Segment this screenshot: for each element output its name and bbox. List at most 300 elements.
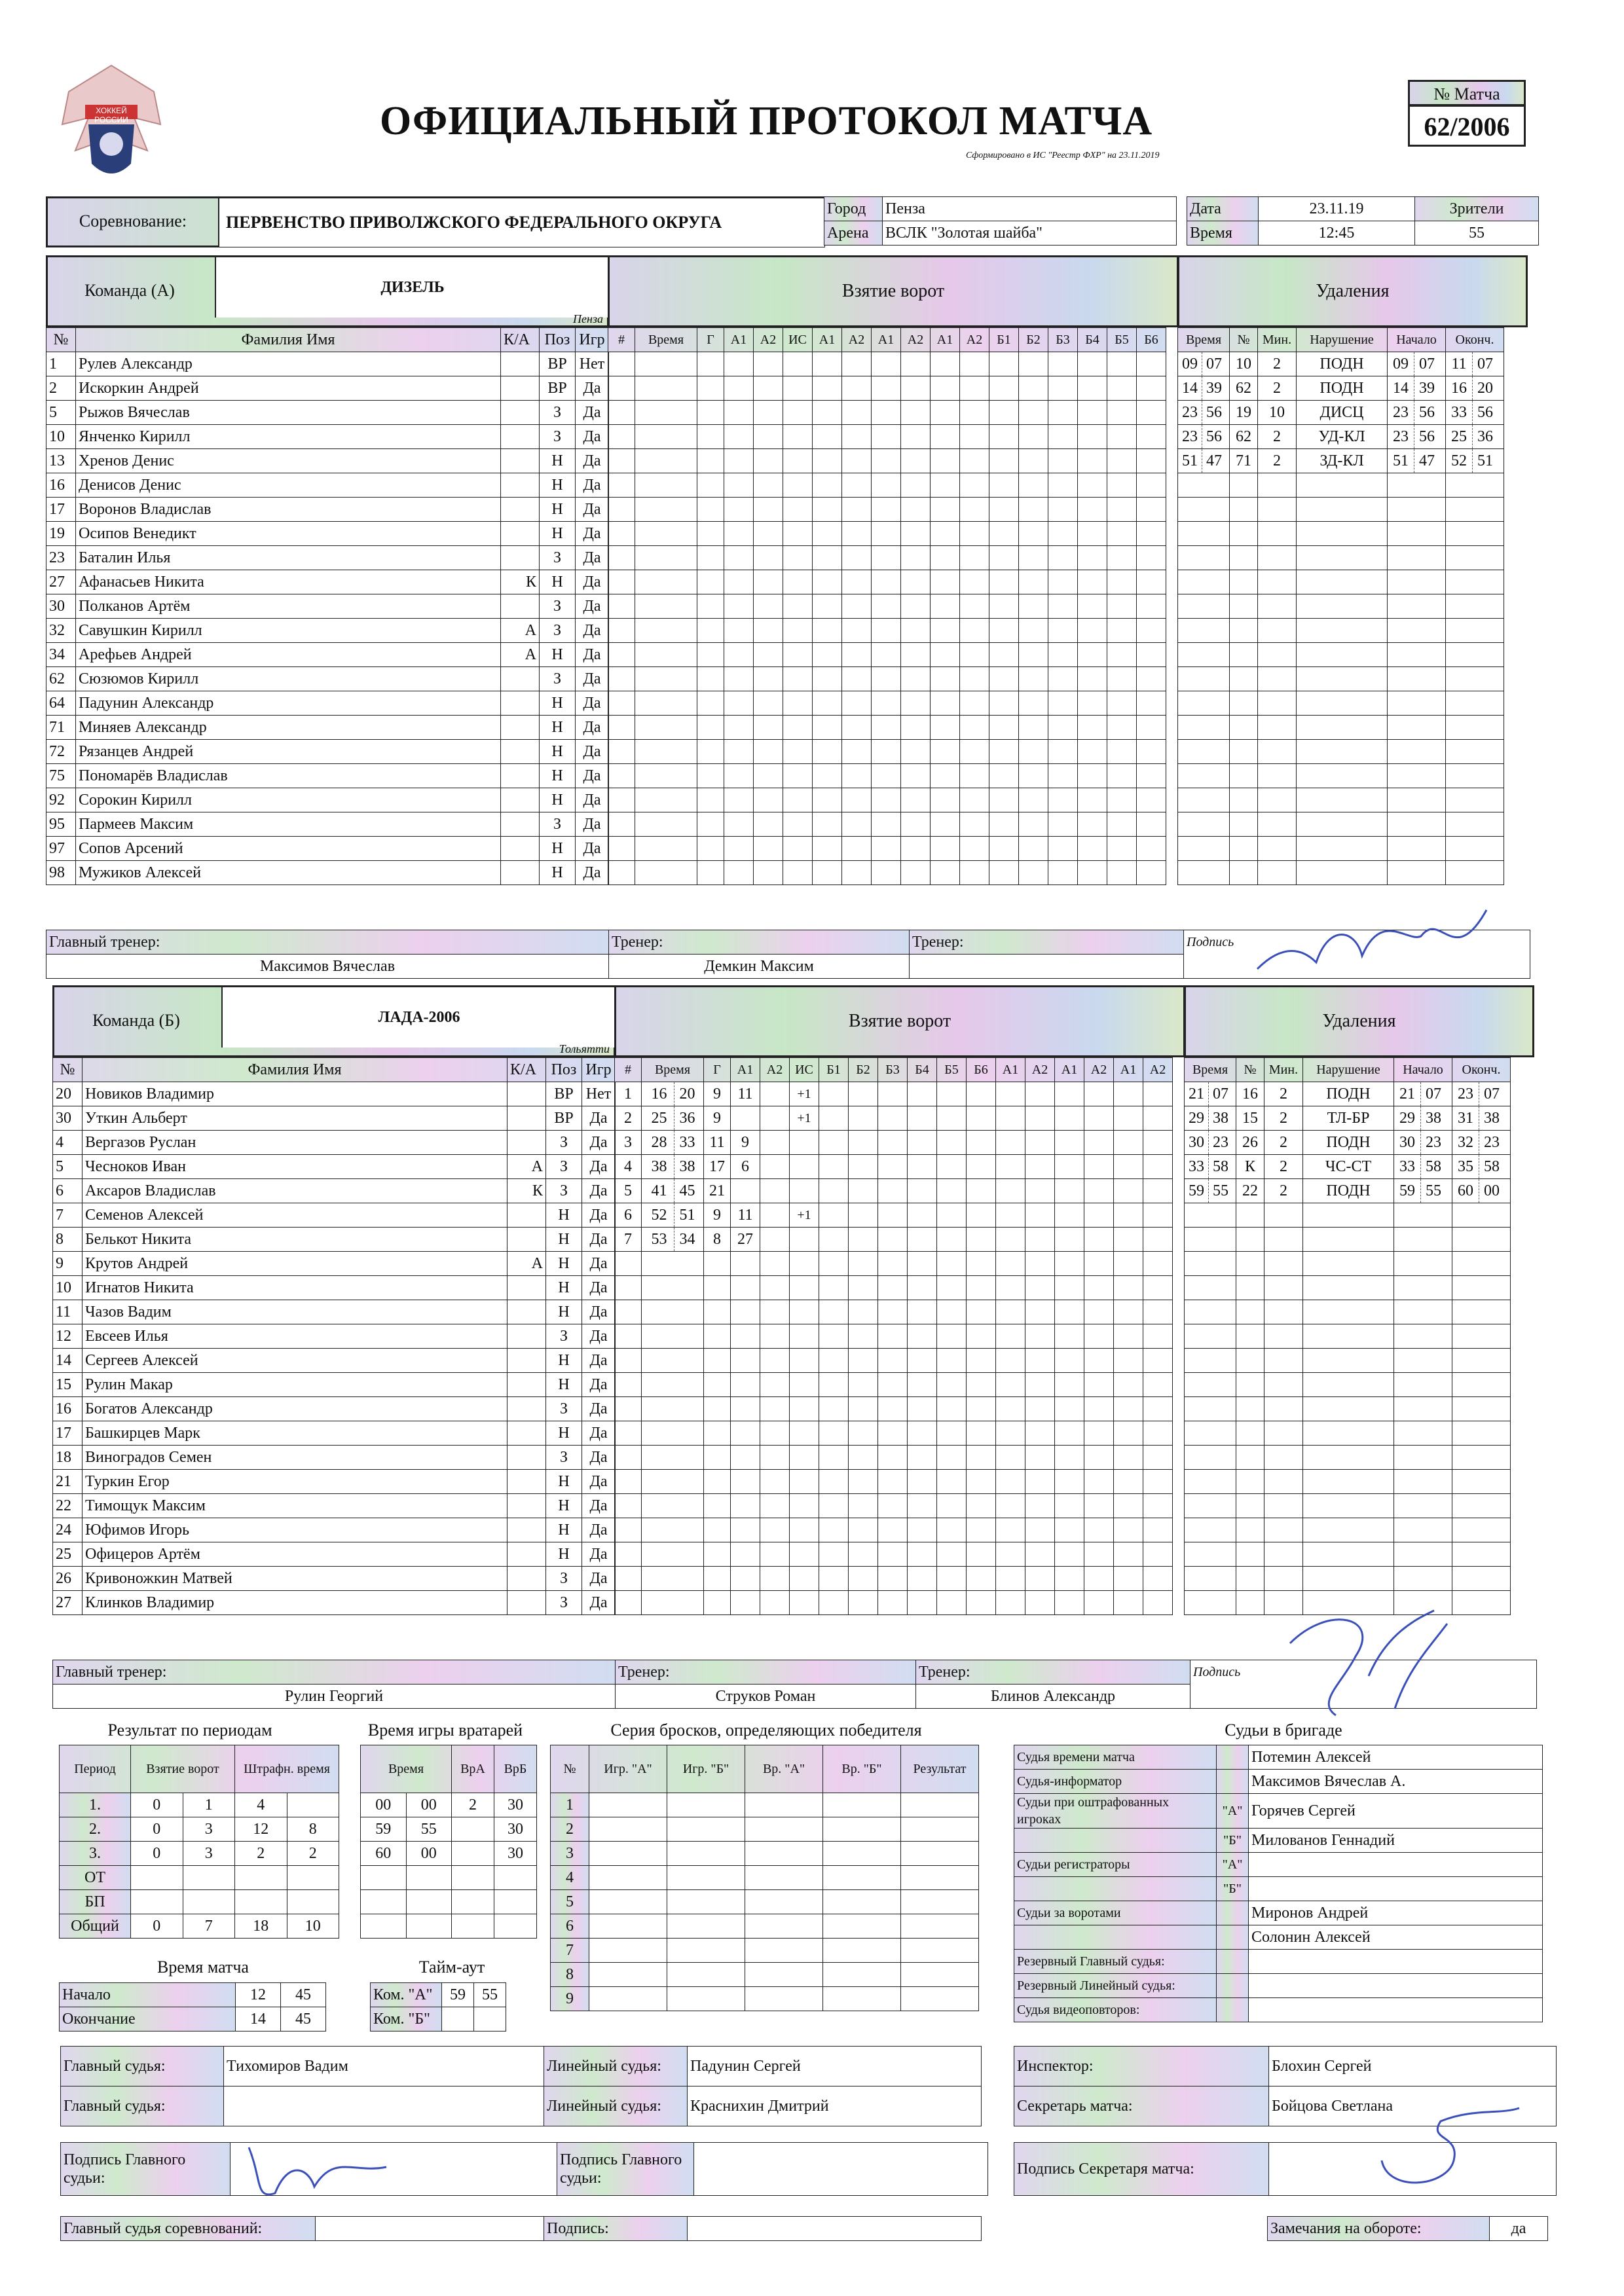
referee-row xyxy=(1014,1901,1543,1925)
team-name-box xyxy=(221,987,616,1048)
player-num: 1 xyxy=(46,352,76,376)
period-cell: 2 xyxy=(287,1842,339,1866)
line-ref-label-1: Линейный судья: xyxy=(544,2047,688,2086)
start-h: 12 xyxy=(236,1983,281,2007)
goals-header: Взятие ворот xyxy=(614,985,1185,1057)
goal-num xyxy=(608,376,635,401)
pen-player xyxy=(1230,522,1258,546)
goal-a2 xyxy=(754,352,783,376)
goal-min: 38 xyxy=(651,1158,667,1175)
goal-num xyxy=(615,1542,642,1567)
pen-minutes xyxy=(1258,691,1297,716)
pen-minutes xyxy=(1264,1300,1303,1324)
goal-scorer xyxy=(697,667,724,691)
goal-is xyxy=(783,498,813,522)
player-name: Пармеев Максим xyxy=(76,812,501,837)
goal-num: 7 xyxy=(615,1228,642,1252)
goal-num xyxy=(615,1446,642,1470)
pen-minutes xyxy=(1258,643,1297,667)
penalties-header: Удаления xyxy=(1177,255,1528,327)
sig-secretary-label: Подпись Секретаря матча: xyxy=(1014,2143,1269,2196)
goal-row xyxy=(608,861,1166,885)
goal-row xyxy=(615,1252,1173,1276)
goal-a2 xyxy=(760,1252,790,1276)
ref-role: Судьи регистраторы xyxy=(1014,1853,1217,1877)
page-title: ОФИЦИАЛЬНЫЙ ПРОТОКОЛ МАТЧА xyxy=(380,99,1153,143)
goal-a1 xyxy=(724,522,754,546)
player-ka: А xyxy=(507,1155,546,1179)
penalty-row xyxy=(1185,1421,1511,1446)
player-pos: З xyxy=(540,401,576,425)
pen-player xyxy=(1236,1373,1264,1397)
head-coach: Рулин Георгий xyxy=(53,1685,616,1709)
goal-num xyxy=(608,643,635,667)
goal-min: 41 xyxy=(651,1182,667,1199)
goal-is xyxy=(783,594,813,619)
pen-infraction xyxy=(1297,594,1388,619)
pen-infraction xyxy=(1297,837,1388,861)
pen-minutes xyxy=(1264,1446,1303,1470)
pen-player: 16 xyxy=(1236,1082,1264,1106)
chief-label: Главный судья соревнований: xyxy=(61,2217,316,2241)
player-play: Да xyxy=(582,1155,616,1179)
spectators-label: Зрители xyxy=(1415,197,1539,221)
player-ka xyxy=(507,1542,546,1567)
player-row xyxy=(53,1155,616,1179)
player-ka xyxy=(501,449,540,473)
player-num: 71 xyxy=(46,716,76,740)
penalty-row xyxy=(1178,691,1504,716)
goal-num xyxy=(608,667,635,691)
period-cell: 3 xyxy=(183,1842,235,1866)
pen-player xyxy=(1236,1276,1264,1300)
referee-row xyxy=(1014,1950,1543,1974)
penalty-row xyxy=(1185,1373,1511,1397)
goal-num xyxy=(615,1421,642,1446)
end-m: 45 xyxy=(281,2007,326,2032)
pen-minutes xyxy=(1258,788,1297,812)
goal-a2 xyxy=(754,716,783,740)
goal-row xyxy=(615,1082,1173,1106)
player-ka xyxy=(501,812,540,837)
goal-a2 xyxy=(760,1179,790,1203)
player-name: Янченко Кирилл xyxy=(76,425,501,449)
main-ref-label-2: Главный судья: xyxy=(61,2086,224,2126)
player-play: Да xyxy=(576,594,609,619)
pen-start-s: 55 xyxy=(1420,1179,1446,1203)
logo xyxy=(49,52,174,203)
player-pos: З xyxy=(540,546,576,570)
player-num: 2 xyxy=(46,376,76,401)
player-ka xyxy=(501,691,540,716)
player-num: 97 xyxy=(46,837,76,861)
player-row xyxy=(46,812,609,837)
goal-scorer xyxy=(704,1494,731,1518)
goal-is xyxy=(790,1397,819,1421)
shootout-num: 9 xyxy=(551,1987,589,2011)
goal-a1 xyxy=(724,473,754,498)
player-row xyxy=(46,473,609,498)
pen-infraction xyxy=(1303,1542,1394,1567)
player-play: Да xyxy=(582,1324,616,1349)
pen-end-m: 31 xyxy=(1458,1110,1473,1127)
penalty-row xyxy=(1178,788,1504,812)
pen-minutes xyxy=(1264,1518,1303,1542)
player-ka xyxy=(507,1591,546,1615)
referee-row xyxy=(1014,1998,1543,2022)
goal-a2 xyxy=(760,1518,790,1542)
goals-col: # xyxy=(608,328,635,352)
player-row xyxy=(46,570,609,594)
player-ka xyxy=(507,1203,546,1228)
goal-a2 xyxy=(754,473,783,498)
gk-cell: 59 xyxy=(361,1817,407,1842)
goal-scorer xyxy=(697,740,724,764)
period-cell: 1 xyxy=(183,1793,235,1817)
goal-row xyxy=(608,376,1166,401)
ref-name xyxy=(1249,1853,1543,1877)
player-pos: Н xyxy=(540,716,576,740)
goal-a1 xyxy=(724,788,754,812)
player-play: Да xyxy=(582,1470,616,1494)
goal-num: 1 xyxy=(615,1082,642,1106)
period-row xyxy=(60,1842,339,1866)
player-name: Афанасьев Никита xyxy=(76,570,501,594)
pen-player xyxy=(1230,716,1258,740)
player-row xyxy=(53,1494,616,1518)
player-num: 17 xyxy=(53,1421,83,1446)
goal-num xyxy=(615,1300,642,1324)
goal-num xyxy=(608,546,635,570)
officials-left xyxy=(60,2046,982,2126)
goal-scorer xyxy=(697,425,724,449)
period-cell xyxy=(131,1866,183,1890)
pen-infraction xyxy=(1303,1300,1394,1324)
ref-role: Судья-информатор xyxy=(1014,1770,1217,1794)
pen-infraction xyxy=(1303,1276,1394,1300)
goals-col: А2 xyxy=(1084,1058,1114,1082)
shootout-col: № xyxy=(551,1745,589,1793)
pen-end-m: 23 xyxy=(1458,1085,1473,1102)
line-ref-1: Падунин Сергей xyxy=(688,2047,982,2086)
goal-scorer: 21 xyxy=(704,1179,731,1203)
pen-col-end: Оконч. xyxy=(1452,1058,1511,1082)
pen-start-s: 07 xyxy=(1414,352,1439,376)
player-ka: А xyxy=(507,1252,546,1276)
pen-infraction xyxy=(1303,1518,1394,1542)
gk-col-time: Время xyxy=(361,1745,452,1793)
col-num: № xyxy=(53,1058,83,1082)
pen-min: 09 xyxy=(1182,355,1198,373)
player-name: Кривоножкин Матвей xyxy=(83,1567,507,1591)
player-pos: З xyxy=(546,1155,582,1179)
pen-col-inf: Нарушение xyxy=(1303,1058,1394,1082)
timeout-b-label: Ком. "Б" xyxy=(371,2007,442,2032)
pen-minutes: 2 xyxy=(1264,1131,1303,1155)
pen-end-m: 32 xyxy=(1458,1134,1473,1151)
gk-row xyxy=(361,1842,537,1866)
gk-cell: 55 xyxy=(406,1817,452,1842)
pen-infraction xyxy=(1297,691,1388,716)
player-name: Денисов Денис xyxy=(76,473,501,498)
player-num: 64 xyxy=(46,691,76,716)
player-name: Башкирцев Марк xyxy=(83,1421,507,1446)
pen-player: 62 xyxy=(1230,425,1258,449)
player-ka xyxy=(507,1518,546,1542)
player-ka xyxy=(501,498,540,522)
pen-sec: 58 xyxy=(1208,1155,1232,1178)
goal-is xyxy=(790,1300,819,1324)
goal-is xyxy=(783,522,813,546)
pen-minutes xyxy=(1264,1397,1303,1421)
player-num: 98 xyxy=(46,861,76,885)
goal-scorer: 9 xyxy=(704,1203,731,1228)
pen-minutes xyxy=(1264,1276,1303,1300)
pen-minutes xyxy=(1258,546,1297,570)
goal-scorer xyxy=(704,1324,731,1349)
penalty-row xyxy=(1178,522,1504,546)
player-num: 5 xyxy=(46,401,76,425)
goal-is xyxy=(783,570,813,594)
player-play: Да xyxy=(576,716,609,740)
player-ka xyxy=(507,1324,546,1349)
goal-scorer: 17 xyxy=(704,1155,731,1179)
player-name: Сопов Арсений xyxy=(76,837,501,861)
goals-col: А1 xyxy=(724,328,754,352)
player-pos: З xyxy=(540,667,576,691)
player-ka xyxy=(501,837,540,861)
signature-b xyxy=(1277,1591,1513,1728)
pen-infraction xyxy=(1297,473,1388,498)
goals-table xyxy=(608,327,1166,885)
shootout-col: Игр. "А" xyxy=(589,1745,667,1793)
player-num: 21 xyxy=(53,1470,83,1494)
goal-scorer: 8 xyxy=(704,1228,731,1252)
goal-a2 xyxy=(754,498,783,522)
player-num: 8 xyxy=(53,1228,83,1252)
goal-is xyxy=(790,1446,819,1470)
referees-table xyxy=(1014,1745,1543,2022)
player-row xyxy=(53,1324,616,1349)
player-num: 10 xyxy=(53,1276,83,1300)
goal-is: +1 xyxy=(790,1106,819,1131)
player-play: Да xyxy=(582,1106,616,1131)
gametime-title: Время матча xyxy=(157,1958,249,1977)
player-num: 20 xyxy=(53,1082,83,1106)
goal-scorer xyxy=(697,352,724,376)
gk-cell xyxy=(452,1866,494,1890)
goals-col: А2 xyxy=(960,328,989,352)
pen-start-m: 30 xyxy=(1399,1134,1415,1151)
pen-sec: 56 xyxy=(1202,425,1226,448)
gk-cell xyxy=(361,1890,407,1914)
pen-col-start: Начало xyxy=(1388,328,1446,352)
pen-end-s: 58 xyxy=(1479,1155,1504,1178)
player-name: Рулин Макар xyxy=(83,1373,507,1397)
goals-col: # xyxy=(615,1058,642,1082)
player-name: Игнатов Никита xyxy=(83,1276,507,1300)
player-num: 11 xyxy=(53,1300,83,1324)
goal-scorer xyxy=(697,498,724,522)
ref-side xyxy=(1217,1901,1249,1925)
player-row xyxy=(46,522,609,546)
ref-name xyxy=(1249,1974,1543,1998)
pen-end-m: 33 xyxy=(1451,404,1467,421)
player-row xyxy=(53,1300,616,1324)
goal-scorer: 11 xyxy=(704,1131,731,1155)
period-cell: 2. xyxy=(60,1817,131,1842)
player-play: Да xyxy=(582,1276,616,1300)
goals-col: Б5 xyxy=(937,1058,967,1082)
pen-min: 30 xyxy=(1189,1134,1204,1151)
player-num: 27 xyxy=(53,1591,83,1615)
player-play: Да xyxy=(582,1228,616,1252)
goal-row xyxy=(615,1324,1173,1349)
pen-player xyxy=(1236,1470,1264,1494)
player-pos: Н xyxy=(540,788,576,812)
player-pos: Н xyxy=(546,1518,582,1542)
arena-label: Арена xyxy=(824,221,883,246)
signature-label: Подпись xyxy=(1184,930,1530,979)
pen-minutes: 2 xyxy=(1258,376,1297,401)
goal-a1 xyxy=(731,1397,760,1421)
player-play: Да xyxy=(576,837,609,861)
player-play: Да xyxy=(582,1349,616,1373)
player-name: Пономарёв Владислав xyxy=(76,764,501,788)
signature-main-ref xyxy=(236,2134,406,2206)
goal-row xyxy=(608,643,1166,667)
pen-player xyxy=(1230,498,1258,522)
ref-name: Потемин Алексей xyxy=(1249,1745,1543,1770)
player-row xyxy=(53,1276,616,1300)
gk-col-b: ВрБ xyxy=(494,1745,537,1793)
player-num: 17 xyxy=(46,498,76,522)
pen-infraction xyxy=(1303,1567,1394,1591)
player-row xyxy=(46,837,609,861)
player-num: 23 xyxy=(46,546,76,570)
player-row xyxy=(46,740,609,764)
pen-sec: 07 xyxy=(1208,1082,1232,1106)
goal-a2 xyxy=(754,788,783,812)
penalty-row xyxy=(1185,1155,1511,1179)
pen-minutes: 2 xyxy=(1258,449,1297,473)
player-ka xyxy=(507,1131,546,1155)
gk-col-a: ВрА xyxy=(452,1745,494,1793)
goal-a1 xyxy=(724,498,754,522)
goals-col: А1 xyxy=(813,328,842,352)
pen-start-m: 59 xyxy=(1399,1182,1415,1199)
goal-a2 xyxy=(754,425,783,449)
date-label: Дата xyxy=(1187,197,1259,221)
goal-num xyxy=(608,449,635,473)
pen-player xyxy=(1230,788,1258,812)
goal-num xyxy=(615,1397,642,1421)
goals-col: А2 xyxy=(901,328,931,352)
goal-sec: 34 xyxy=(674,1228,701,1251)
goal-is xyxy=(783,546,813,570)
goal-a1 xyxy=(724,861,754,885)
player-num: 13 xyxy=(46,449,76,473)
goal-is xyxy=(790,1131,819,1155)
player-num: 62 xyxy=(46,667,76,691)
pen-minutes xyxy=(1258,594,1297,619)
team-name-box xyxy=(215,257,609,318)
pen-infraction xyxy=(1297,788,1388,812)
gk-row xyxy=(361,1866,537,1890)
player-name: Семенов Алексей xyxy=(83,1203,507,1228)
start-m: 45 xyxy=(281,1983,326,2007)
player-row xyxy=(53,1252,616,1276)
pen-min: 59 xyxy=(1189,1182,1204,1199)
goal-a2 xyxy=(760,1276,790,1300)
player-ka xyxy=(507,1106,546,1131)
pen-start-m: 23 xyxy=(1393,428,1409,445)
player-play: Да xyxy=(576,570,609,594)
goal-a1 xyxy=(731,1276,760,1300)
period-cell xyxy=(183,1890,235,1914)
goal-is xyxy=(783,401,813,425)
pen-minutes: 2 xyxy=(1258,425,1297,449)
pen-min: 29 xyxy=(1189,1110,1204,1127)
player-pos: Н xyxy=(540,570,576,594)
pen-minutes xyxy=(1264,1252,1303,1276)
player-ka xyxy=(501,546,540,570)
pen-player xyxy=(1230,837,1258,861)
shootout-num: 7 xyxy=(551,1939,589,1963)
goals-col: Б6 xyxy=(1137,328,1166,352)
goal-scorer xyxy=(697,546,724,570)
gk-row xyxy=(361,1914,537,1939)
goal-a1: 6 xyxy=(731,1155,760,1179)
ref-side xyxy=(1217,1950,1249,1974)
goal-is xyxy=(790,1470,819,1494)
player-pos: ВР xyxy=(540,376,576,401)
player-row xyxy=(46,716,609,740)
goal-a1 xyxy=(724,425,754,449)
player-play: Да xyxy=(576,619,609,643)
signatures-row xyxy=(60,2142,988,2196)
penalty-row xyxy=(1178,498,1504,522)
gk-cell: 30 xyxy=(494,1793,537,1817)
period-cell xyxy=(287,1866,339,1890)
goals-col: Б1 xyxy=(989,328,1019,352)
goal-scorer xyxy=(704,1373,731,1397)
pen-minutes xyxy=(1258,619,1297,643)
ref-name: Милованов Геннадий xyxy=(1249,1829,1543,1853)
goal-scorer: 9 xyxy=(704,1082,731,1106)
player-ka xyxy=(501,667,540,691)
goal-num: 5 xyxy=(615,1179,642,1203)
ref-name: Горячев Сергей xyxy=(1249,1794,1543,1829)
player-ka xyxy=(507,1567,546,1591)
goal-row xyxy=(608,546,1166,570)
player-row xyxy=(46,594,609,619)
remarks-label: Замечания на обороте: xyxy=(1268,2217,1490,2241)
coach: Демкин Максим xyxy=(609,955,910,979)
goal-is xyxy=(790,1324,819,1349)
penalties-table xyxy=(1184,1057,1511,1615)
player-play: Да xyxy=(582,1591,616,1615)
goal-a1 xyxy=(724,570,754,594)
sig-main2-label: Подпись Главного судьи: xyxy=(557,2143,694,2196)
goal-row xyxy=(615,1131,1173,1155)
gk-cell: 30 xyxy=(494,1842,537,1866)
player-row xyxy=(53,1542,616,1567)
player-name: Уткин Альберт xyxy=(83,1106,507,1131)
goal-scorer xyxy=(704,1591,731,1615)
penalty-row xyxy=(1185,1349,1511,1373)
pen-sec: 55 xyxy=(1208,1179,1232,1203)
